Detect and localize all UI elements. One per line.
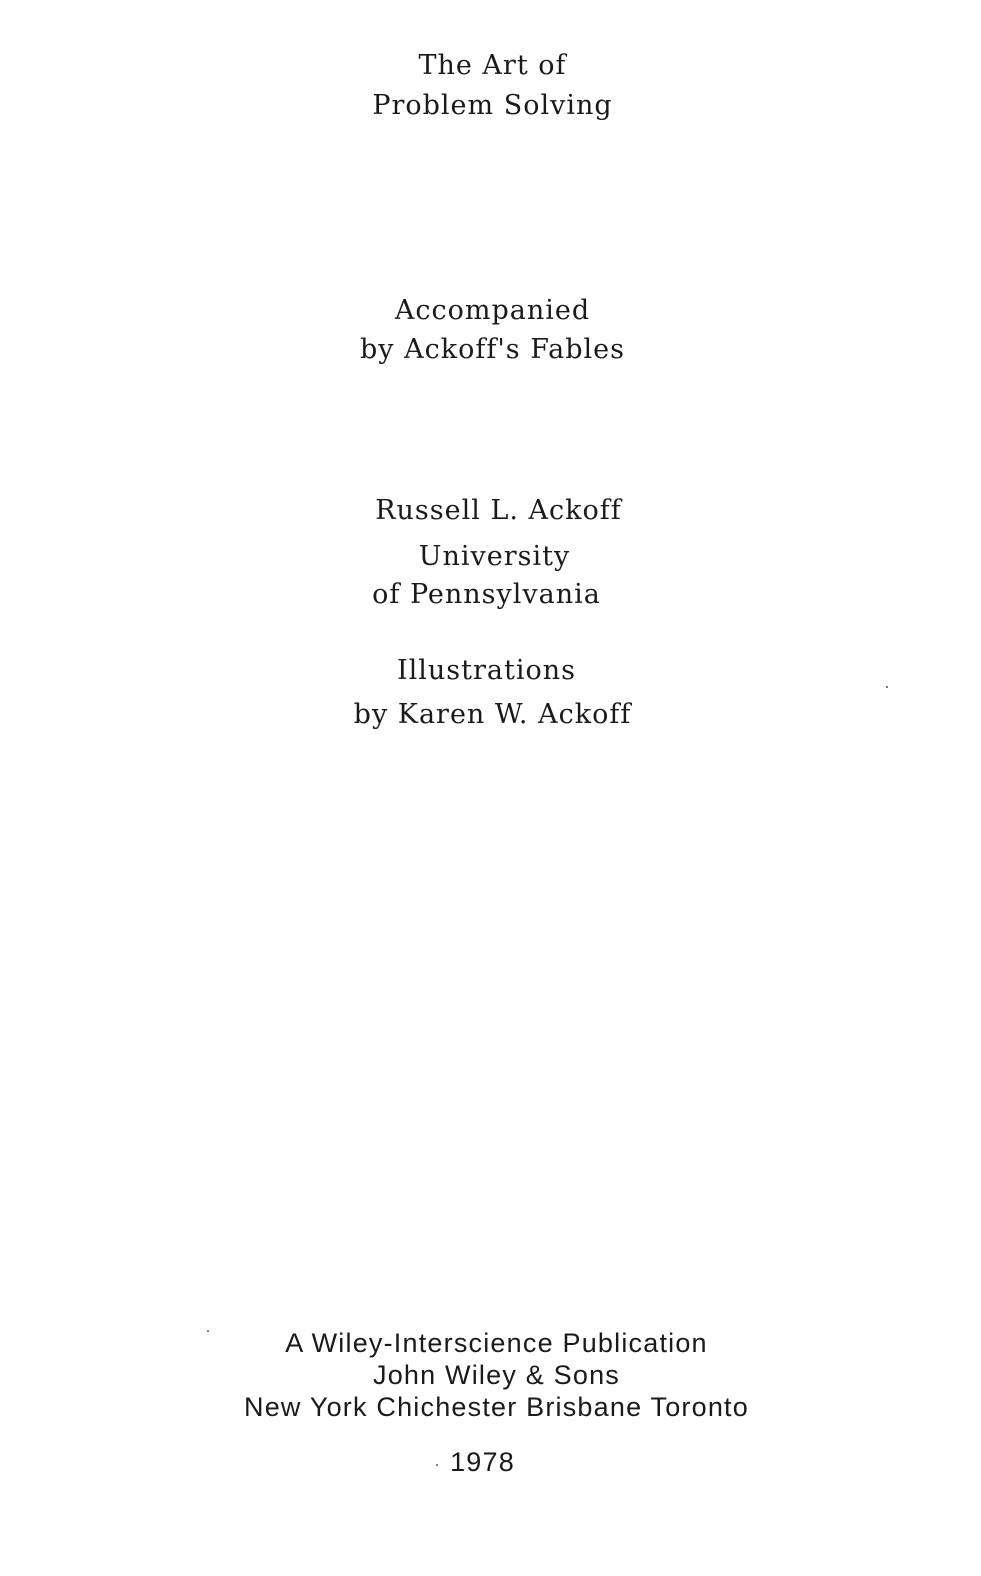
title-line-1: The Art of [418, 50, 567, 81]
publisher-line-1: A Wiley-Interscience Publication [285, 1328, 708, 1358]
print-speck [886, 686, 888, 688]
author-affiliation-line-2: of Pennsylvania [372, 579, 601, 610]
publication-year: 1978 [450, 1447, 515, 1477]
publisher-line-2: John Wiley & Sons [373, 1360, 620, 1390]
publisher-cities: New York Chichester Brisbane Toronto [244, 1392, 749, 1422]
author-affiliation-line-1: University [418, 541, 571, 572]
author-name: Russell L. Ackoff [375, 495, 622, 526]
subtitle-line-1: Accompanied [394, 295, 591, 326]
illustrator-line-1: Illustrations [396, 655, 577, 686]
illustrator-line-2: by Karen W. Ackoff [353, 699, 632, 730]
print-speck [436, 1464, 438, 1466]
print-speck [207, 1330, 209, 1332]
subtitle-line-2: by Ackoff's Fables [360, 334, 625, 365]
title-line-2: Problem Solving [372, 90, 613, 121]
